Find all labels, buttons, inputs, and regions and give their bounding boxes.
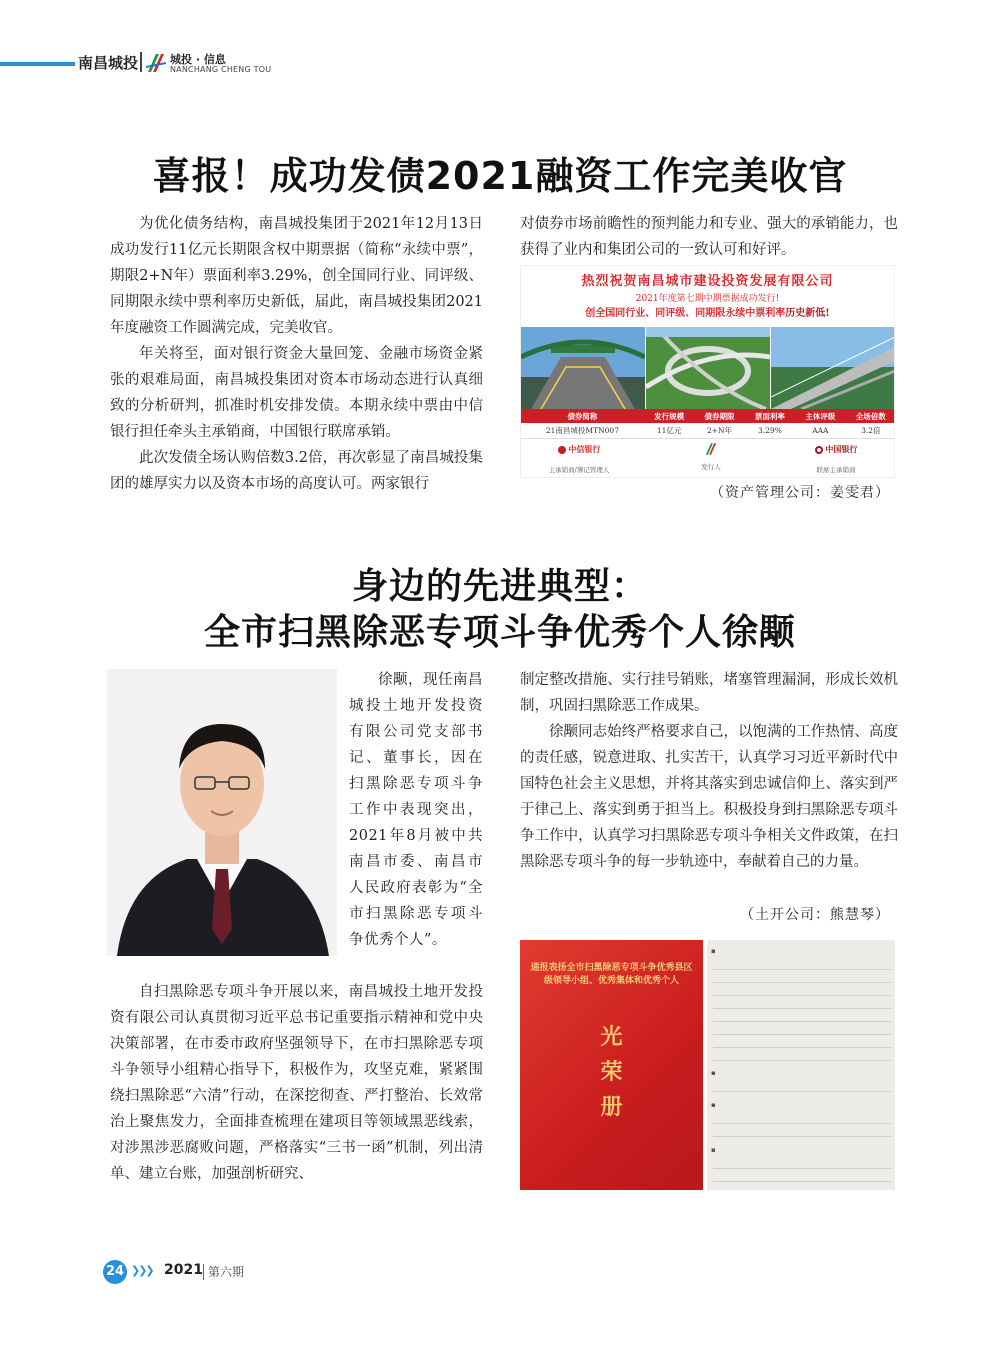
company-logo-icon [704, 442, 718, 456]
chevrons-icon: ❯❯❯ [131, 1264, 153, 1277]
article2-signature: （土开公司：熊慧琴） [740, 907, 890, 923]
logo-name: 中国银行 [825, 444, 858, 454]
page-line [713, 1012, 891, 1022]
page-line [713, 1025, 891, 1035]
article2-left-column [110, 979, 483, 1187]
citic-bank-logo [539, 444, 619, 474]
bond-info-table [521, 409, 895, 439]
page-section: ▪ [711, 1145, 716, 1154]
page-line [713, 1127, 891, 1137]
portrait-image [107, 669, 337, 956]
logo-role: 主承销商/簿记管理人 [548, 466, 610, 474]
table-cell: 2+N年 [694, 423, 744, 438]
poster-logos [521, 442, 895, 478]
page-line [713, 1051, 891, 1061]
footer-divider [203, 1264, 204, 1280]
page-section: ▪ [711, 1100, 716, 1109]
article2-paragraph: 自扫黑除恶专项斗争开展以来，南昌城投土地开发投资有限公司认真贯彻习近平总书记重要指示精神和党中央决策部署，在市委市政府坚强领导下，在市扫黑除恶专项斗争领导小组精心指导下，积极作为，攻坚克难，紧紧围绕扫黑除恶“六清”行动，在深挖彻查、严打整治、长效常治上聚焦发力，全面排查梳理在建项目等领域黑恶线索，对涉黑涉恶腐败问题，严格落实“三书一函”机制，列出清单、建立台账，加强剖析研究、 [110, 984, 483, 1182]
table-cell: 21南昌城投MTN007 [521, 423, 644, 438]
table-header: 全场倍数 [846, 409, 895, 423]
article1-left-column [110, 211, 483, 497]
honor-book-char: 册 [600, 1094, 623, 1120]
article2-title-line1: 身边的先进典型： [351, 566, 648, 607]
article2-right-column [520, 667, 898, 875]
company-logo-icon [146, 52, 166, 74]
page-line [713, 973, 891, 983]
interchange-photo [646, 327, 770, 409]
article2-intro [349, 667, 483, 953]
poster-headline [521, 304, 894, 319]
logo-name: 中信银行 [568, 444, 601, 454]
honor-book-cover-text: 通报表扬全市扫黑除恶专项斗争优秀县区级领导小组、优秀集体和优秀个人 [530, 963, 693, 986]
header-section-en: NANCHANG CHENG TOU [170, 65, 272, 74]
bank-of-china-icon [815, 446, 823, 454]
poster-headline-highlight: 历史新低! [785, 308, 830, 319]
page-line [713, 1172, 891, 1182]
table-header: 债券期限 [694, 409, 744, 423]
article1-right-column [520, 211, 898, 263]
honor-book-char: 荣 [600, 1059, 623, 1085]
footer-year: 2021 [164, 1262, 203, 1278]
page-line [713, 1082, 891, 1092]
poster-subtitle: 2021年度第七期中期票据成功发行! [635, 294, 780, 304]
article2-paragraph: 徐颙同志始终严格要求自己，以饱满的工作热情、高度的责任感，锐意进取、扎实苦干，认真学习习近平新时代中国特色社会主义思想，并将其落实到忠诚信仰上、落实到严于律己上、落实到勇于担当上。积极投身到扫黑除恶专项斗争工作中，认真学习扫黑除恶专项斗争相关文件政策，在扫黑除恶专项斗争的每一步轨迹中，奉献着自己的力量。 [520, 724, 898, 870]
honor-book-photo [520, 940, 895, 1190]
page-line [713, 986, 891, 996]
page-line [713, 960, 891, 970]
table-header: 主体评级 [795, 409, 845, 423]
tunnel-photo [521, 327, 645, 409]
table-cell: 3.2倍 [846, 423, 895, 438]
logo-role: 联席主承销商 [816, 466, 856, 474]
page-line [713, 999, 891, 1009]
table-header: 债券简称 [521, 409, 644, 423]
article1-paragraph: 此次发债全场认购倍数3.2倍，再次彰显了南昌城投集团的雄厚实力以及资本市场的高度认可。两家银行 [110, 450, 483, 492]
page-line [713, 1038, 891, 1048]
honor-book-char: 光 [600, 1024, 623, 1050]
table-cell: 3.29% [745, 423, 795, 438]
article1-signature: （资产管理公司：姜雯君） [710, 485, 890, 501]
issuer-logo [681, 442, 741, 471]
article1-paragraph: 年关将至，面对银行资金大量回笼、金融市场资金紧张的艰难局面，南昌城投集团对资本市场动态进行认真细致的分析研判，抓准时机安排发债。本期永续中票由中信银行担任牵头主承销商，中国银行联席承销。 [110, 346, 483, 440]
table-row [521, 423, 895, 438]
page-line [713, 1114, 891, 1124]
bank-of-china-logo [796, 444, 876, 474]
article2-paragraph-continued: 制定整改措施、实行挂号销账，堵塞管理漏洞，形成长效机制，巩固扫黑除恶工作成果。 [520, 672, 898, 714]
honor-book-cover [520, 940, 703, 1190]
header-divider [140, 52, 142, 72]
header-brand: 南昌城投 [78, 54, 139, 72]
article1-paragraph: 为优化债务结构，南昌城投集团于2021年12月13日成功发行11亿元长期限含权中期票据（简称“永续中票”，期限2+N年）票面利率3.29%，创全国同行业、同评级、同期限永续中票利率历史新低，届此，南昌城投集团2021年度融资工作圆满完成，完美收官。 [110, 216, 483, 336]
article2-title-line2: 全市扫黑除恶专项斗争优秀个人徐颙 [203, 612, 796, 653]
logo-role: 发行人 [701, 463, 721, 471]
bridge-photo [771, 327, 895, 409]
article2-intro-text: 徐颙，现任南昌城投土地开发投资有限公司党支部书记、董事长，因在扫黑除恶专项斗争工作中表现突出，2021年8月被中共南昌市委、南昌市人民政府表彰为“全市扫黑除恶专项斗争优秀个人”。 [349, 672, 483, 948]
page-line [713, 1159, 891, 1169]
poster-headline-text: 创全国同行业、同评级、同期限永续中票利率 [585, 308, 786, 319]
table-header: 票面利率 [745, 409, 795, 423]
citic-bank-icon [558, 446, 566, 454]
table-header: 发行规模 [644, 409, 694, 423]
footer-issue: 第六期 [208, 1265, 245, 1279]
table-cell: 11亿元 [644, 423, 694, 438]
poster-title: 热烈祝贺南昌城市建设投资发展有限公司 [581, 274, 834, 289]
article1-paragraph-continued: 对债券市场前瞻性的预判能力和专业、强大的承销能力，也获得了业内和集团公司的一致认可和好评。 [520, 216, 898, 258]
article1-title: 喜报！成功发债2021融资工作完美收官 [152, 154, 848, 198]
header-accent-bar [0, 62, 75, 66]
table-cell: AAA [795, 423, 845, 438]
header-section: 城投 · 信息 [170, 53, 226, 66]
honor-book-page [707, 940, 895, 1190]
page-section: ▪ [711, 1068, 716, 1077]
bond-issuance-poster [520, 265, 895, 478]
page-number: 24 [103, 1260, 127, 1284]
page-section: ▪ [711, 946, 716, 955]
portrait-photo [107, 669, 337, 956]
